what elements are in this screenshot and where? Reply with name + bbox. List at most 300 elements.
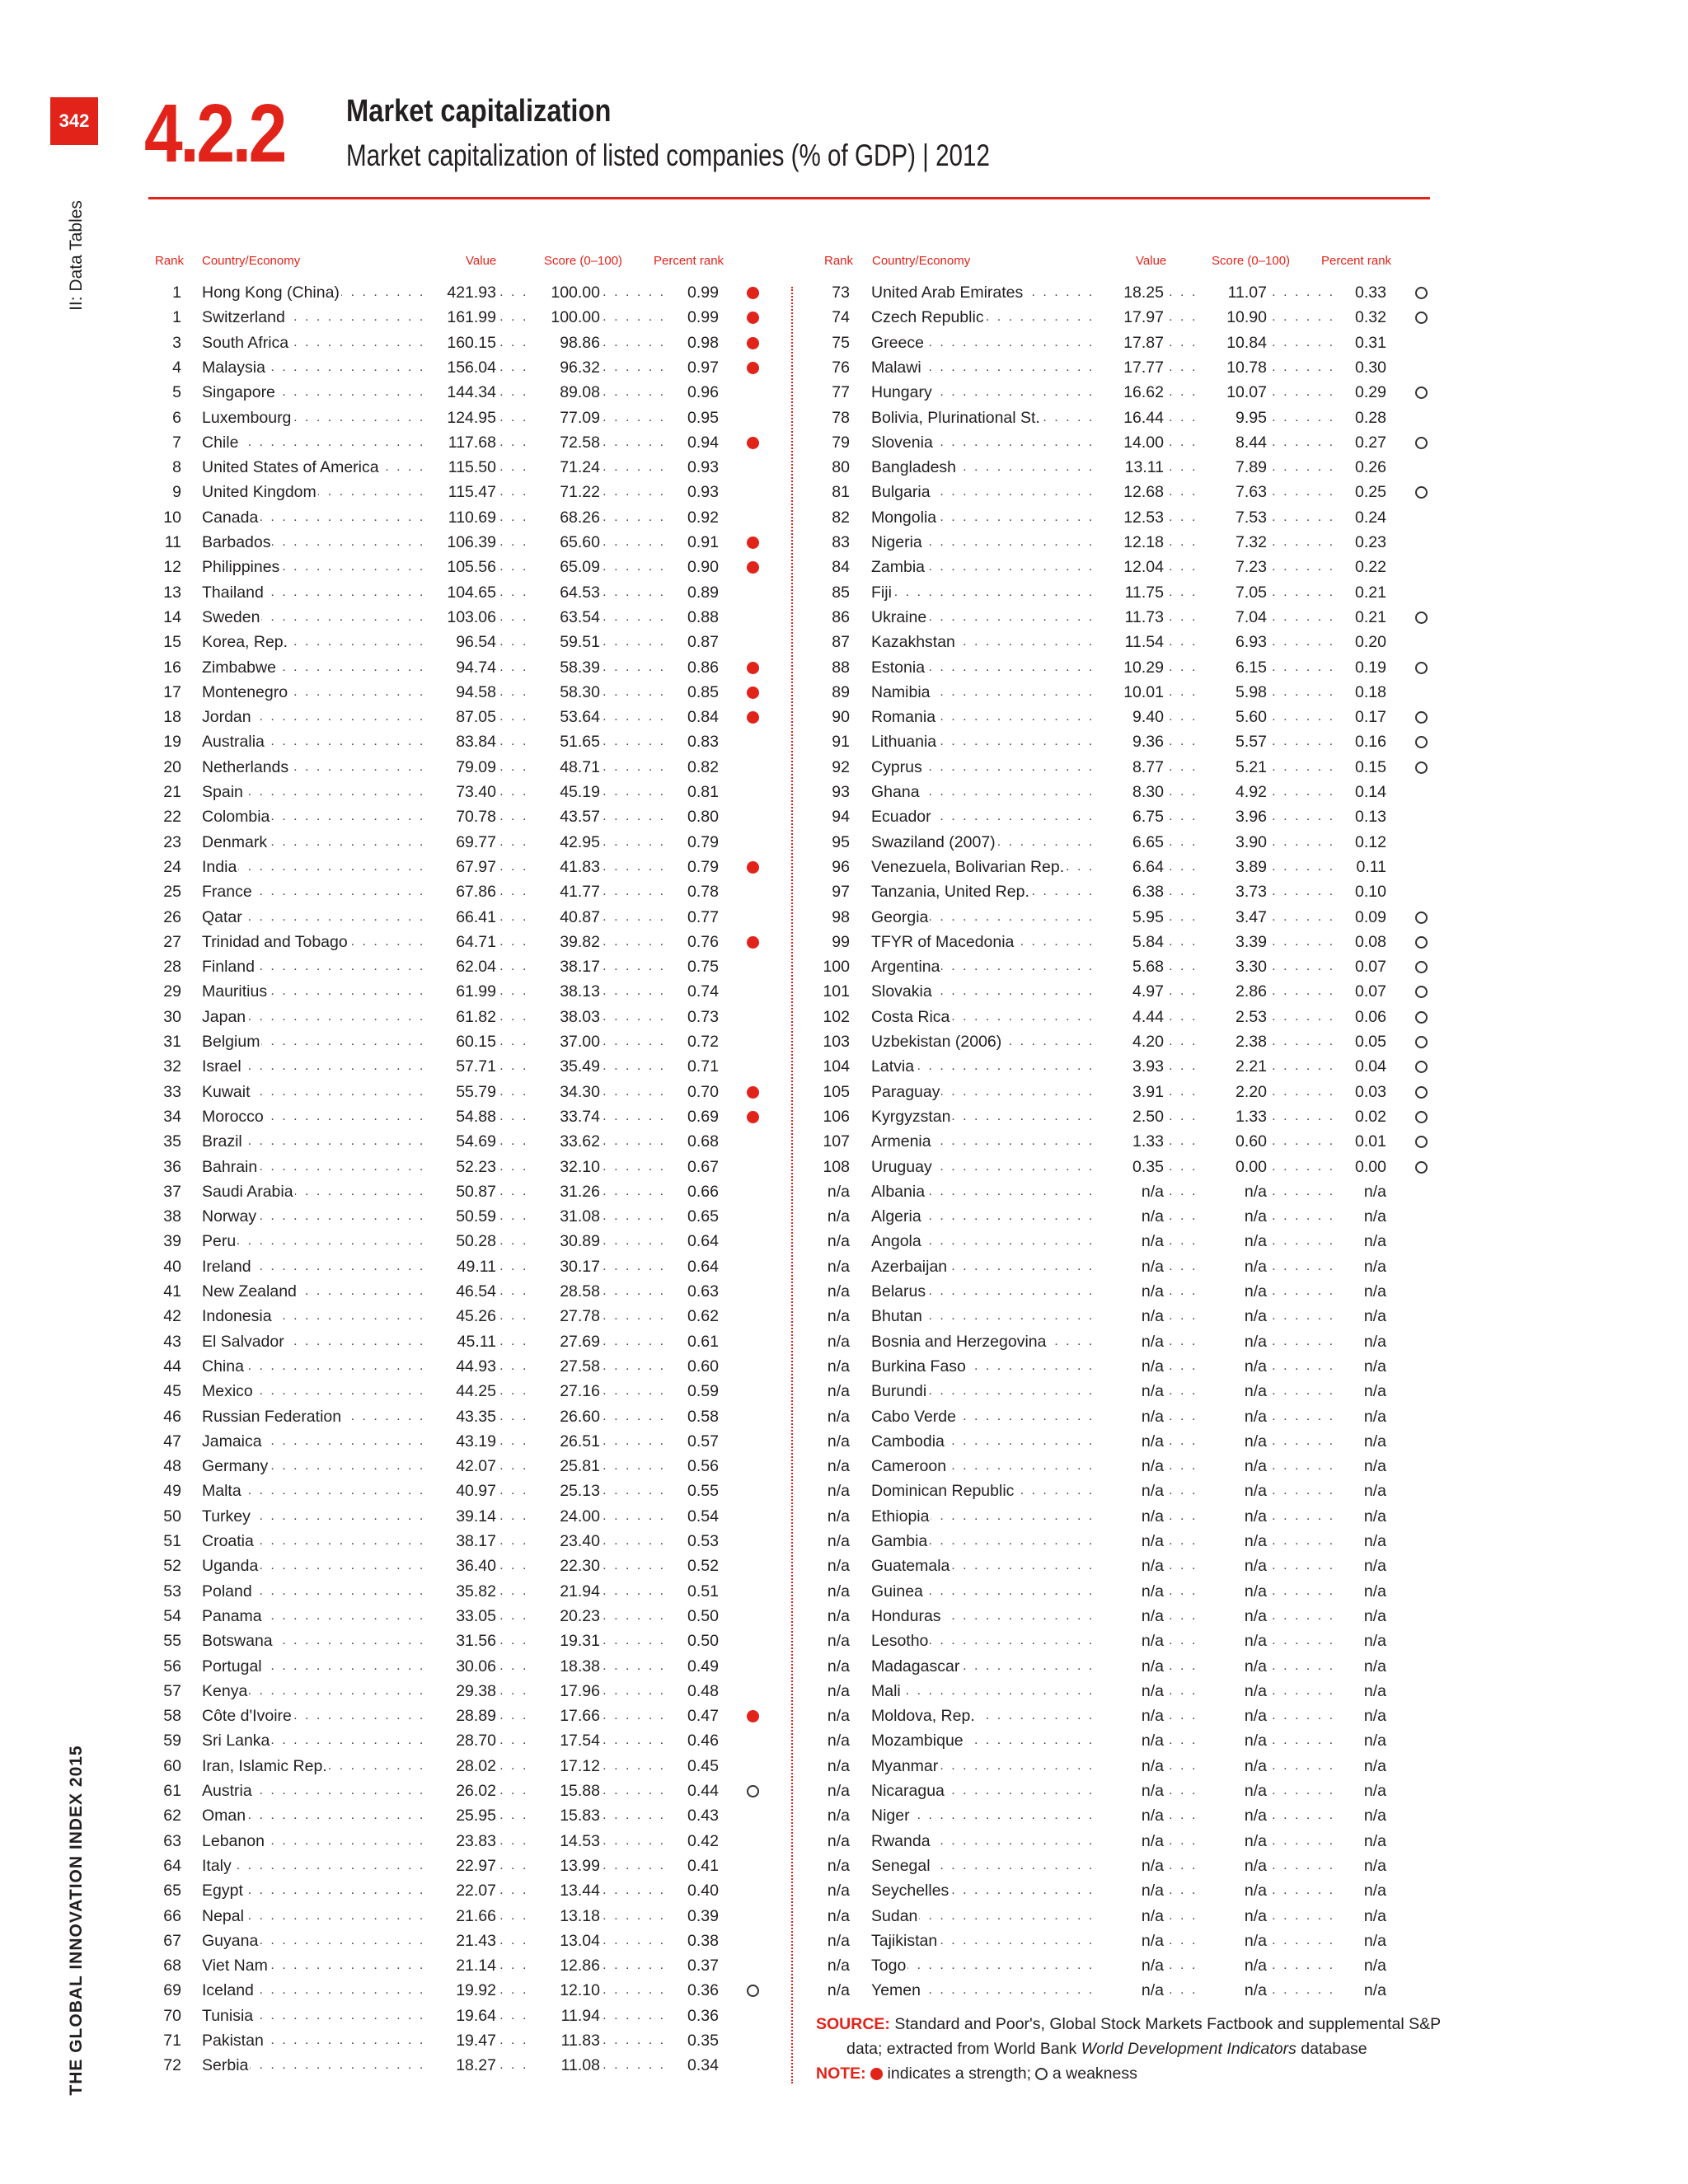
value-cell: 66.41 [429, 905, 496, 930]
score-cell: n/a [1199, 1304, 1267, 1329]
dot-leader: . . . . . . . . . . . . . . . . . . . . . . . [270, 1658, 666, 1673]
dot-leader: . . . . . . . . . . . . . . . . . . . . . . . [940, 710, 1335, 724]
rank-cell: n/a [827, 1632, 850, 1651]
value-cell: 38.17 [429, 1529, 496, 1554]
dot-leader: . . . . . . . . . . . . . [1054, 1333, 1335, 1348]
score-cell: n/a [1199, 1179, 1267, 1204]
value-cell: n/a [1096, 1728, 1164, 1753]
dot-leader: . . . . . . . . . . . . . . . . . . [327, 1758, 666, 1773]
rank-cell: n/a [827, 1957, 850, 1975]
country-cell: El Salvador [202, 1329, 286, 1354]
percent-rank-cell: 0.43 [668, 1803, 719, 1828]
score-cell: 39.82 [532, 930, 600, 954]
dot-leader: . . . . . . . . . . . . . . . . . . . . . . . [270, 984, 666, 999]
score-cell: 7.89 [1199, 455, 1267, 480]
country-cell: Zambia [871, 555, 926, 579]
score-cell: n/a [1199, 1629, 1267, 1653]
rank-cell: 79 [832, 433, 850, 452]
percent-rank-cell: n/a [1335, 1479, 1386, 1503]
score-cell: 72.58 [532, 430, 600, 455]
dot-leader: . . . . . . . . . . . . . . . . . . . . . . . [270, 584, 666, 599]
percent-rank-cell: n/a [1335, 1229, 1386, 1254]
rank-cell: 76 [832, 358, 850, 377]
score-cell: 42.95 [532, 830, 600, 855]
rank-cell: n/a [827, 1482, 850, 1501]
rank-cell: 72 [163, 2056, 181, 2075]
percent-rank-cell: 0.51 [668, 1579, 719, 1604]
score-cell: 38.03 [532, 1005, 600, 1029]
country-cell: Mali [871, 1679, 903, 1704]
country-cell: Colombia [202, 804, 271, 829]
rank-cell: 44 [163, 1357, 181, 1376]
weakness-marker-icon [1415, 1011, 1428, 1024]
percent-rank-cell: n/a [1335, 1329, 1386, 1354]
rank-cell: n/a [827, 1681, 850, 1700]
dot-leader: . . . . . . . . . . . . . . . . . . . . . . . . [928, 1183, 1335, 1198]
dot-leader: . . . . . . . . . . . . . . . . . . . . . . . [270, 1459, 666, 1474]
rank-cell: 90 [832, 708, 850, 727]
header-country-right: Country/Economy [872, 254, 971, 268]
country-cell: Estonia [871, 655, 926, 680]
score-cell: 11.83 [532, 2028, 600, 2053]
dot-leader: . . . . . . . . . . . . . . . . . . . . . . . [940, 434, 1335, 449]
value-cell: 35.82 [429, 1579, 496, 1604]
dot-leader: . . . . . . . . . . . . . . . . . . . . . . [951, 1258, 1335, 1273]
value-cell: n/a [1096, 1279, 1164, 1304]
percent-rank-cell: 0.67 [668, 1155, 719, 1179]
score-cell: 13.44 [532, 1878, 600, 1903]
country-cell: Madagascar [871, 1654, 961, 1679]
value-cell: 6.64 [1096, 855, 1164, 879]
score-cell: 7.63 [1199, 480, 1267, 504]
percent-rank-cell: 0.02 [1335, 1104, 1386, 1129]
side-label-publication: THE GLOBAL INNOVATION INDEX 2015 [67, 1745, 86, 2096]
score-cell: 18.38 [532, 1654, 600, 1679]
country-cell: Tunisia [202, 2004, 255, 2028]
score-cell: 10.84 [1199, 330, 1267, 355]
country-cell: Albania [871, 1179, 926, 1204]
rank-cell: 73 [832, 284, 850, 302]
rank-cell: n/a [827, 1582, 850, 1601]
percent-rank-cell: n/a [1335, 1579, 1386, 1604]
dot-leader: . . . . . . . . . . . . . . . . . . . . . . . . [928, 1309, 1335, 1324]
dot-leader: . . . . . . . . . . . . . . . . [350, 1408, 666, 1423]
score-cell: 53.64 [532, 705, 600, 729]
dot-leader: . . . . . . . . . . . . . . . . . . . . . . . [940, 684, 1335, 699]
value-cell: 3.93 [1096, 1054, 1164, 1079]
score-cell: 19.31 [532, 1629, 600, 1653]
dot-leader: . . . . . . . . . . . . . . . . . . . . . . . . . . [905, 1958, 1335, 1973]
value-cell: n/a [1096, 1479, 1164, 1503]
rank-cell: 53 [163, 1582, 181, 1601]
value-cell: 25.95 [429, 1803, 496, 1828]
value-cell: n/a [1096, 1754, 1164, 1779]
value-cell: 28.89 [429, 1704, 496, 1728]
dot-leader: . . . . . . . . . . . . . . . . . . . . . . [951, 1009, 1335, 1024]
rank-cell: 84 [832, 558, 850, 577]
country-cell: Lithuania [871, 729, 938, 754]
score-cell: 15.83 [532, 1803, 600, 1828]
country-cell: Tajikistan [871, 1929, 939, 1953]
score-cell: 3.96 [1199, 804, 1267, 829]
country-cell: Kuwait [202, 1080, 252, 1104]
dot-leader: . . . . . . . . . . . . . . . . . . . . . . . [270, 834, 666, 849]
country-cell: Uganda [202, 1554, 260, 1578]
country-cell: Barbados [202, 530, 272, 555]
page-number: 342 [50, 97, 98, 145]
dot-leader: . . . . . . . . . . . . . . . . . . . . . . . . [928, 909, 1335, 924]
percent-rank-cell: 0.07 [1335, 979, 1386, 1004]
dot-leader: . . . . . . . . . . . . . . . . . . . . . . . . [928, 1508, 1335, 1523]
dot-leader: . . . . . . . . . . . . . . . . . . . . . [293, 635, 666, 649]
country-cell: Rwanda [871, 1829, 932, 1854]
percent-rank-cell: 0.48 [668, 1679, 719, 1704]
rank-cell: 30 [163, 1007, 181, 1026]
percent-rank-cell: 0.03 [1335, 1080, 1386, 1104]
weakness-marker-icon [1415, 1061, 1428, 1073]
score-cell: 8.44 [1199, 430, 1267, 455]
percent-rank-cell: n/a [1335, 1978, 1386, 2003]
dot-leader: . . . . . . . . . . . . . . . . [1020, 1483, 1335, 1498]
score-cell: 4.92 [1199, 780, 1267, 804]
percent-rank-cell: 0.29 [1335, 380, 1386, 405]
score-cell: 10.90 [1199, 305, 1267, 330]
country-cell: Bolivia, Plurinational St. [871, 405, 1042, 430]
score-cell: n/a [1199, 1604, 1267, 1629]
country-cell: Guatemala [871, 1554, 951, 1578]
percent-rank-cell: n/a [1335, 1354, 1386, 1379]
rank-cell: 18 [163, 708, 181, 727]
dot-leader: . . . . . . . . . . . . . . . . . . . . . . . . [259, 1783, 666, 1797]
value-cell: n/a [1096, 1429, 1164, 1454]
percent-rank-cell: 0.61 [668, 1329, 719, 1354]
weakness-marker-icon [1415, 1161, 1428, 1174]
rank-cell: 10 [163, 508, 181, 527]
value-cell: n/a [1096, 1579, 1164, 1604]
score-cell: 89.08 [532, 380, 600, 405]
value-cell: 54.88 [429, 1104, 496, 1129]
source-note: SOURCE: Standard and Poor's, Global Stock Markets Factbook and supplemental S&P [816, 2015, 1442, 2033]
percent-rank-cell: 0.75 [668, 954, 719, 979]
rank-cell: n/a [827, 1182, 850, 1201]
percent-rank-cell: 0.39 [668, 1904, 719, 1929]
value-cell: 96.54 [429, 630, 496, 654]
percent-rank-cell: 0.98 [668, 330, 719, 355]
country-cell: Trinidad and Tobago [202, 930, 349, 954]
dot-leader: . . . . . . . . . . . . . . . . . . . . . . . . [259, 959, 666, 974]
percent-rank-cell: 0.81 [668, 780, 719, 804]
header-score-left: Score (0–100) [544, 254, 623, 268]
rank-cell: 91 [832, 733, 850, 752]
country-cell: Namibia [871, 680, 932, 705]
value-cell: 115.50 [429, 455, 496, 480]
dot-leader: . . . . . . . . . . . . . . . . . . . . . . [951, 1433, 1335, 1448]
country-cell: Cameroon [871, 1454, 948, 1479]
value-cell: 73.40 [429, 780, 496, 804]
percent-rank-cell: 0.41 [668, 1854, 719, 1878]
dot-leader: . . . . . . . . . . . . . . . . [1020, 934, 1335, 949]
percent-rank-cell: n/a [1335, 1529, 1386, 1554]
dot-leader: . . . . . . . . . . . . . . . . . . . . . . . [270, 734, 666, 749]
score-cell: n/a [1199, 1953, 1267, 1978]
country-cell: Paraguay [871, 1080, 941, 1104]
score-cell: 0.00 [1199, 1155, 1267, 1179]
country-cell: Croatia [202, 1529, 256, 1554]
value-cell: 5.95 [1096, 905, 1164, 930]
country-cell: Egypt [202, 1878, 245, 1903]
dot-leader: . . . . . . . . . . . . . . . . . . . . . . [951, 1108, 1335, 1123]
score-cell: 3.47 [1199, 905, 1267, 930]
dot-leader: . . . . . . . . . . . . . . . . . . . . . . . . [928, 335, 1335, 349]
country-cell: Jamaica [202, 1429, 264, 1454]
dot-leader: . . . . . . . . . . . . . . . . . . . . . . [951, 1783, 1335, 1797]
value-cell: n/a [1096, 1204, 1164, 1229]
value-cell: 23.83 [429, 1829, 496, 1854]
value-cell: 12.18 [1096, 530, 1164, 555]
score-cell: 63.54 [532, 605, 600, 630]
dot-leader: . . . . . . . . . . . . . . . . . . . . . . . . . . [236, 1858, 666, 1872]
side-label-section: II: Data Tables [67, 200, 86, 311]
source-note-continued: data; extracted from World Bank World Development Indicators database [846, 2040, 1367, 2058]
country-cell: Portugal [202, 1654, 264, 1679]
dot-leader: . . . . . . . . . . . . . . . . . . . . . . . . . [247, 1483, 666, 1498]
dot-leader: . . . . . . . . . . . . . . . . . . . . . . . . . [917, 1908, 1335, 1923]
country-cell: Mongolia [871, 505, 938, 530]
header-score-right: Score (0–100) [1212, 254, 1291, 268]
percent-rank-cell: 0.69 [668, 1104, 719, 1129]
value-cell: 18.25 [1096, 280, 1164, 305]
rank-cell: 81 [832, 483, 850, 502]
dot-leader: . . . . . . . . . . . . . . . . . . . . . . . . [259, 1084, 666, 1099]
country-cell: Armenia [871, 1129, 933, 1154]
weakness-marker-icon [1415, 936, 1428, 949]
weakness-marker-icon [1415, 1086, 1428, 1099]
weakness-marker-icon [1415, 287, 1428, 299]
percent-rank-cell: n/a [1335, 1929, 1386, 1953]
value-cell: n/a [1096, 1904, 1164, 1929]
rank-cell: 74 [832, 308, 850, 327]
percent-rank-cell: n/a [1335, 1904, 1386, 1929]
percent-rank-cell: 0.66 [668, 1179, 719, 1204]
rank-cell: 7 [172, 433, 181, 452]
rank-cell: 20 [163, 757, 181, 776]
value-cell: 160.15 [429, 330, 496, 355]
percent-rank-cell: 0.10 [1335, 879, 1386, 904]
dot-leader: . . . . . . . . . . . . . . . . . . . . . . . . [928, 1983, 1335, 1998]
footer-notes [816, 2012, 1442, 2086]
dot-leader: . . . . . . . . . . . . . . . . . . . . . [293, 410, 666, 424]
score-cell: 65.60 [532, 530, 600, 555]
value-cell: 10.29 [1096, 655, 1164, 680]
country-cell: Kenya [202, 1679, 249, 1704]
rank-cell: 82 [832, 508, 850, 527]
country-cell: Chile [202, 430, 240, 455]
rank-cell: 103 [823, 1033, 850, 1051]
country-cell: Nicaragua [871, 1779, 946, 1803]
country-cell: Togo [871, 1953, 907, 1978]
country-cell: Ireland [202, 1254, 253, 1279]
rank-cell: 21 [163, 783, 181, 801]
percent-rank-cell: 0.55 [668, 1479, 719, 1503]
percent-rank-cell: 0.57 [668, 1429, 719, 1454]
country-cell: Peru [202, 1229, 237, 1254]
value-cell: 50.87 [429, 1179, 496, 1204]
value-cell: 42.07 [429, 1454, 496, 1479]
country-cell: Finland [202, 954, 256, 979]
country-cell: Zimbabwe [202, 655, 278, 680]
percent-rank-cell: 0.50 [668, 1604, 719, 1629]
score-cell: 37.00 [532, 1029, 600, 1054]
value-cell: 45.26 [429, 1304, 496, 1329]
dot-leader: . . . . . . . . . . . . . . . . . . . . . . . . [259, 1508, 666, 1523]
rank-cell: 17 [163, 682, 181, 701]
dot-leader: . . . . . . . . . . . . . . . . . . . . . . [282, 1633, 666, 1648]
value-cell: 11.73 [1096, 605, 1164, 630]
score-cell: 12.10 [532, 1978, 600, 2003]
score-cell: 3.30 [1199, 954, 1267, 979]
country-cell: Austria [202, 1779, 254, 1803]
score-cell: 9.95 [1199, 405, 1267, 430]
country-cell: Côte d'Ivoire [202, 1704, 293, 1728]
country-cell: Algeria [871, 1204, 923, 1229]
score-cell: n/a [1199, 1904, 1267, 1929]
percent-rank-cell: 0.95 [668, 405, 719, 430]
percent-rank-cell: n/a [1335, 1604, 1386, 1629]
rank-cell: 15 [163, 633, 181, 652]
country-cell: Angola [871, 1229, 923, 1254]
dot-leader: . . . . . . . . . . . . . . . . . . . . . . . . [928, 359, 1335, 374]
rank-cell: 94 [832, 808, 850, 827]
value-cell: n/a [1096, 1854, 1164, 1878]
value-cell: n/a [1096, 1878, 1164, 1903]
rank-cell: 36 [163, 1157, 181, 1176]
country-cell: Sudan [871, 1904, 919, 1929]
percent-rank-cell: 0.45 [668, 1754, 719, 1779]
value-cell: 21.14 [429, 1953, 496, 1978]
country-cell: Dominican Republic [871, 1479, 1015, 1503]
score-cell: 68.26 [532, 505, 600, 530]
rank-cell: 25 [163, 883, 181, 902]
dot-leader: . . . . . . . . . . . . . . . . . . . . . . . . . [247, 1683, 666, 1698]
value-cell: n/a [1096, 1304, 1164, 1329]
value-cell: 45.11 [429, 1329, 496, 1354]
score-cell: 30.89 [532, 1229, 600, 1254]
value-cell: 19.64 [429, 2004, 496, 2028]
rank-cell: n/a [827, 1707, 850, 1726]
value-cell: 106.39 [429, 530, 496, 555]
dot-leader: . . . . . . . . . . . . . . . . . . . . . . . . [928, 535, 1335, 549]
dot-leader: . . . . . . . . . . . . . . . . . . . . . . . . [259, 2008, 666, 2022]
country-cell: Nigeria [871, 530, 924, 555]
dot-leader: . . . . . . . . . . . . . . . . . . . . . . . . [928, 785, 1335, 799]
rank-cell: 97 [832, 883, 850, 902]
country-cell: Slovenia [871, 430, 935, 455]
score-cell: 2.21 [1199, 1054, 1267, 1079]
dot-leader: . . . . . . . . . . . . . . . . . . . . . . . . . . [905, 1683, 1335, 1698]
rank-cell: 32 [163, 1057, 181, 1076]
country-cell: Fiji [871, 580, 893, 605]
percent-rank-cell: 0.73 [668, 1005, 719, 1029]
country-cell: Denmark [202, 830, 269, 855]
value-cell: 14.00 [1096, 430, 1164, 455]
dot-leader: . . . . . . . . . . . . . . . . . . . . . [293, 684, 666, 699]
weakness-legend-icon [1035, 2068, 1048, 2080]
score-cell: n/a [1199, 1854, 1267, 1878]
dot-leader: . . . . . . . . . . . . . . . . . . . . . . . . [259, 884, 666, 899]
percent-rank-cell: n/a [1335, 1629, 1386, 1653]
country-cell: Malaysia [202, 355, 267, 380]
percent-rank-cell: 0.63 [668, 1279, 719, 1304]
value-cell: n/a [1096, 1329, 1164, 1354]
rank-cell: 33 [163, 1082, 181, 1101]
rank-cell: n/a [827, 1782, 850, 1800]
value-cell: 94.74 [429, 655, 496, 680]
score-cell: n/a [1199, 1354, 1267, 1379]
country-cell: New Zealand [202, 1279, 298, 1304]
percent-rank-cell: 0.54 [668, 1504, 719, 1529]
rank-cell: n/a [827, 1981, 850, 2000]
value-cell: 12.04 [1096, 555, 1164, 579]
value-cell: 6.65 [1096, 830, 1164, 855]
score-cell: 77.09 [532, 405, 600, 430]
value-cell: 64.71 [429, 930, 496, 954]
dot-leader: . . . . . . . . . . . . . . . . . . . . . . . [270, 809, 666, 824]
dot-leader: . . . . . . . . . . . . . . . . . . . . . . . [270, 1958, 666, 1973]
weakness-marker-icon [1415, 612, 1428, 624]
percent-rank-cell: 0.64 [668, 1254, 719, 1279]
score-cell: n/a [1199, 1479, 1267, 1503]
value-cell: 103.06 [429, 605, 496, 630]
weakness-marker-icon [1415, 1136, 1428, 1148]
value-cell: n/a [1096, 1354, 1164, 1379]
dot-leader: . . . . . . . . . . . . . . . . . . . [985, 310, 1335, 325]
dot-leader: . . . . . . . . . . . . . . . . . . . . . . . . . . [236, 1234, 666, 1249]
rank-cell: 46 [163, 1407, 181, 1426]
country-cell: Belgium [202, 1029, 261, 1054]
rank-cell: n/a [827, 1257, 850, 1276]
rank-cell: n/a [827, 1882, 850, 1900]
rank-cell: n/a [827, 1307, 850, 1326]
percent-rank-cell: 0.36 [668, 2004, 719, 2028]
value-cell: 9.36 [1096, 729, 1164, 754]
country-cell: Myanmar [871, 1754, 940, 1779]
score-cell: 41.83 [532, 855, 600, 879]
value-cell: 62.04 [429, 954, 496, 979]
rank-cell: 104 [823, 1057, 850, 1076]
dot-leader: . . . . . . . . . . . . . . . . . . . . . . . . [928, 1384, 1335, 1399]
score-cell: 7.04 [1199, 605, 1267, 630]
page-subtitle: Market capitalization of listed companies (% of GDP) | 2012 [346, 138, 990, 172]
score-cell: 5.21 [1199, 755, 1267, 780]
percent-rank-cell: 0.42 [668, 1829, 719, 1854]
dot-leader: . . . . . . . . . . . . . . . . . . . . . . . . [928, 1534, 1335, 1548]
country-cell: Czech Republic [871, 305, 986, 330]
dot-leader: . . . . . . . . . . . . . . . . . . . . . . . . . [247, 1883, 666, 1898]
rank-cell: 38 [163, 1207, 181, 1226]
percent-rank-cell: 0.14 [1335, 780, 1386, 804]
percent-rank-cell: 0.23 [1335, 530, 1386, 555]
dot-leader: . . . . . . . . . . . . . . . . . . . . . . . [270, 1608, 666, 1623]
score-cell: n/a [1199, 1429, 1267, 1454]
score-cell: 48.71 [532, 755, 600, 780]
rank-cell: 102 [823, 1007, 850, 1026]
rank-cell: n/a [827, 1532, 850, 1550]
country-cell: Burundi [871, 1379, 928, 1404]
dot-leader: . . . . . . . . . . . . . . . . . . . . . . . . . [917, 1059, 1335, 1074]
score-cell: 15.88 [532, 1779, 600, 1803]
percent-rank-cell: 0.07 [1335, 954, 1386, 979]
rank-cell: 43 [163, 1332, 181, 1351]
